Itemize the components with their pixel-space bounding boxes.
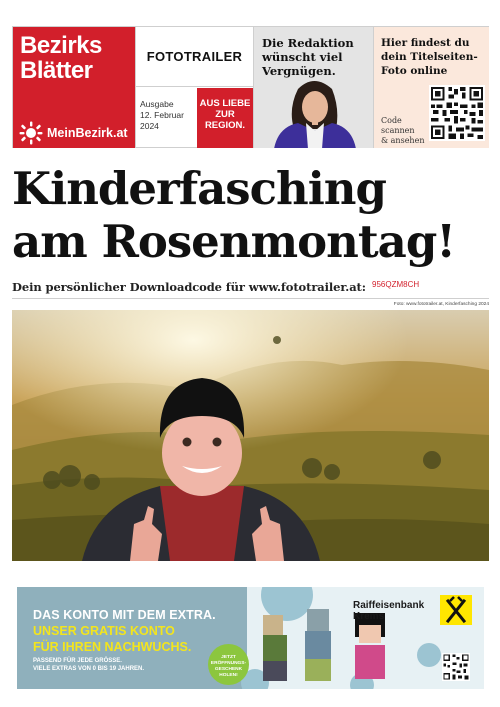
badge-line3: GESCHENK <box>214 667 243 672</box>
qr-code-icon[interactable] <box>429 85 485 141</box>
issue-label: Ausgabe <box>140 99 174 109</box>
ad-line2: UNSER GRATIS KONTO <box>33 624 175 638</box>
qr-caption <box>381 116 425 146</box>
editor-portrait <box>268 79 360 148</box>
issue-date-line2: 2024 <box>140 121 159 131</box>
cover-photo <box>12 310 489 561</box>
badge-line1: JETZT <box>221 655 236 660</box>
editor-panel <box>253 27 373 148</box>
issue-date <box>140 99 192 132</box>
photo-credit: Foto: www.fototrailer.at, Kinderfasching 2024 <box>393 302 489 307</box>
editor-line1: Die Redaktion <box>262 36 354 50</box>
ad-qr-code-icon[interactable] <box>442 653 470 681</box>
qr-headline <box>381 36 487 78</box>
bank-line1: Raiffeisenbank <box>353 600 425 611</box>
qr-panel <box>373 27 489 148</box>
ad-line3: FÜR IHREN NACHWUCHS. <box>33 640 192 654</box>
brand-title <box>20 33 102 83</box>
brand-title-line1: Bezirks <box>20 32 102 59</box>
ad-line1: DAS KONTO MIT DEM EXTRA. <box>33 608 216 622</box>
slogan-line2: ZUR <box>215 109 235 120</box>
issue-block <box>135 27 253 148</box>
page-headline <box>12 162 492 268</box>
qr-line1: Hier findest du <box>381 37 470 49</box>
website-label: MeinBezirk.at <box>47 126 128 140</box>
qr-caption-line3: & ansehen <box>381 136 425 145</box>
masthead <box>12 26 489 148</box>
website-link[interactable] <box>19 121 128 145</box>
headline-line2: am Rosenmontag! <box>12 215 456 268</box>
slogan-line1: AUS LIEBE <box>199 98 251 109</box>
qr-caption-line2: scannen <box>381 126 415 135</box>
editor-line3: Vergnügen. <box>262 64 336 78</box>
qr-line3: Foto online <box>381 65 448 77</box>
headline-line1: Kinderfasching <box>12 162 386 215</box>
editor-line2: wünscht viel <box>262 50 343 64</box>
brand-title-line2: Blätter <box>20 57 93 84</box>
issue-title: FOTOTRAILER <box>136 27 253 87</box>
qr-caption-line1: Code <box>381 116 402 125</box>
ad-line5: VIELE EXTRAS VON 0 BIS 19 JAHREN. <box>33 666 145 672</box>
badge-line4: HOLEN! <box>219 673 238 678</box>
raiffeisen-gable-logo-icon <box>440 595 472 625</box>
qr-line2: dein Titelseiten- <box>381 51 478 63</box>
slogan-line3: REGION. <box>204 120 246 131</box>
issue-date-line1: 12. Februar <box>140 110 184 120</box>
meinbezirk-sun-logo-icon <box>19 121 43 145</box>
download-code[interactable]: 956QZM8CH <box>372 280 420 289</box>
bank-line2: Krems <box>353 611 385 622</box>
slogan-badge <box>197 88 253 148</box>
ad-gift-badge[interactable] <box>208 644 249 685</box>
ad-line4: PASSEND FÜR JEDE GRÖSSE. <box>33 658 122 664</box>
divider <box>12 298 489 299</box>
badge-line2: ERÖFFNUNGS- <box>210 661 247 666</box>
brand-block <box>13 27 135 148</box>
editor-greeting <box>262 36 370 78</box>
bank-advertisement[interactable] <box>17 587 484 689</box>
download-instruction: Dein persönlicher Downloadcode für www.fototrailer.at: <box>12 280 366 294</box>
bank-name <box>353 600 443 622</box>
